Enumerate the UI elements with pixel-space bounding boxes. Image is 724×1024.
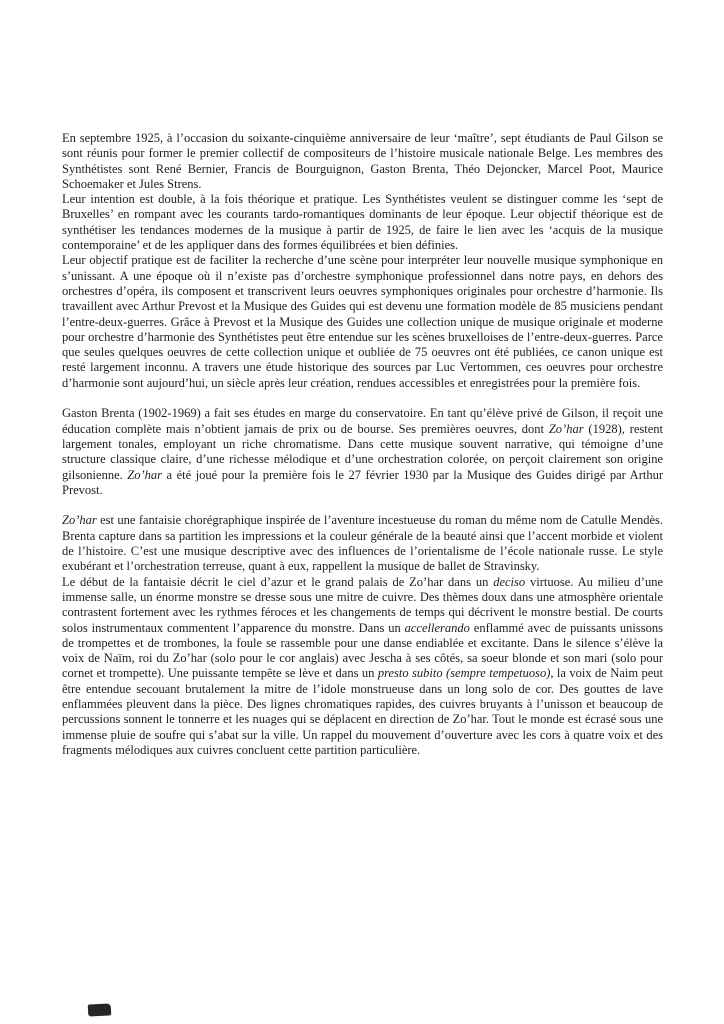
text-run: enflammé avec de puissants unissons de trompettes et de trombones, la foule se rassemble pour une danse endiablée et excitante. Dans le silence s’élève la voix de Naïm, roi du Zo’har (solo pour le cor anglais) avec Jescha à ses côtés, sa soeur blonde et son mari (solo pour cornet et trompette). Une puissante tempête se lève et dans un [62,620,663,681]
text-run: est une fantaisie chorégraphique inspirée de l’aventure incestueuse du roman du même nom de Catulle Mendès. Brenta capture dans sa partition les impressions et la couleur générale de la beauté ainsi que l’accent morbide et violent de l’histoire. C’est une musique descriptive avec des influences de l’orientalisme de l’école nationale russe. Le style exubérant et l’orchestration terreuse, quant à eux, rappellent la musique de ballet de Stravinsky. [62,513,663,574]
text-run: , la voix de Naim peut être entendue secouant brutalement la mitre de l’idole monstrueuse dans un long solo de cor. Des gouttes de lave enflammées pleuvent dans la pièce. Des lignes chromatiques rapides, des cuivres bruyants à l’unisson et beaucoup de percussions sonnent le tonnerre et les nuages qui se déplacent en direction de Zo’har. Tout le monde est écrasé sous une immense pluie de soufre qui s’abat sur la ville. Un rappel du mouvement d’ouverture avec les cors à quatre voix et des fragments mélodiques aux cuivres concluent cette partition particulière. [62,666,664,757]
italic-run: presto subito (sempre tempetuoso) [377,666,551,681]
ink-smudge-artifact [88,1003,112,1016]
text-run: Leur objectif pratique est de faciliter la recherche d’une scène pour interpréter leur nouvelle musique symphonique en s’unissant. A une époque où il n’existe pas d’orchestre symphonique professionnel dans notre pays, en dehors des orchestres d’opéra, ils composent et transcrivent leurs oeuvres symphoniques originales pour orchestre d’harmonie. Ils travaillent avec Arthur Prevost et la Musique des Guides qui est devenu une formation modèle de 85 musiciens pendant l’entre-deux-guerres. Grâce à Prevost et la Musique des Guides une collection unique de musique originale et moderne pour orchestre d’harmonie des Synthétistes peut être entendue sur les scènes bruxelloises de l’entre-deux-guerres. Parce que seules quelques oeuvres de cette collection unique et oubliée de 75 oeuvres ont été publiées, ce canon unique est resté largement inconnu. A travers une étude historique des sources par Luc Vertommen, ces oeuvres pour orchestre d’harmonie sont aujourd’hui, un siècle après leur création, rendues accessibles et enregistrées pour la première fois. [62,253,663,390]
text-run: En septembre 1925, à l’occasion du soixante-cinquième anniversaire de leur ‘maître’, sept étudiants de Paul Gilson se sont réunis pour former le premier collectif de compositeurs de l’histoire musicale nationale Belge. Les membres des Synthétistes sont René Bernier, Francis de Bourguignon, Gaston Brenta, Théo Dejoncker, Marcel Poot, Maurice Schoemaker et Jules Strens. [62,131,663,191]
text-run: virtuose. Au milieu d’une immense salle, un énorme monstre se dresse sous une mitre de cuivre. Des thèmes doux dans une atmosphère orientale contrastent fortement avec les rythmes féroces et les changements de temps qui décrivent le monstre bestial. De courts solos instrumentaux commentent l’apparence du monstre. Dans un [62,574,663,635]
text-run: Gaston Brenta (1902-1969) a fait ses études en marge du conservatoire. En tant qu’élève privé de Gilson, il reçoit une éducation complète mais n’obtient jamais de prix ou de bourse. Ses premières oeuvres, dont [62,406,663,436]
text-run: Le début de la fantaisie décrit le ciel d’azur et le grand palais de Zo’har dans un [62,574,494,589]
italic-run: Zo’har [548,421,584,436]
italic-run: accellerando [404,620,470,635]
italic-run: Zo’har [62,513,97,528]
text-run: a été joué pour la première fois le 27 février 1930 par la Musique des Guides dirigé par Arthur Prevost. [62,467,663,497]
document-text-block [62,131,663,758]
paragraph [62,575,663,759]
paragraph [62,131,663,192]
paragraph [62,253,663,391]
text-run: Leur intention est double, à la fois théorique et pratique. Les Synthétistes veulent se distinguer comme les ‘sept de Bruxelles’ en rompant avec les courants tardo-romantiques dominants de leur époque. Leur objectif théorique est de synthétiser les tendances modernes de la musique à partir de 1925, de faire le lien avec les ‘acquis de la musique contemporaine’ et de les appliquer dans des formes équilibrées et bien définies. [62,192,663,253]
italic-run: Zo’har [127,467,163,482]
paragraph [62,192,663,253]
text-run: (1928), restent largement tonales, employant un riche chromatisme. Dans cette musique souvent narrative, qui témoigne d’une structure classique claire, d’une richesse mélodique et d’une orchestration colorée, on perçoit clairement son origine gilsonienne. [62,421,663,482]
italic-run: deciso [493,574,526,589]
paragraph [62,513,663,574]
paragraph [62,406,663,498]
